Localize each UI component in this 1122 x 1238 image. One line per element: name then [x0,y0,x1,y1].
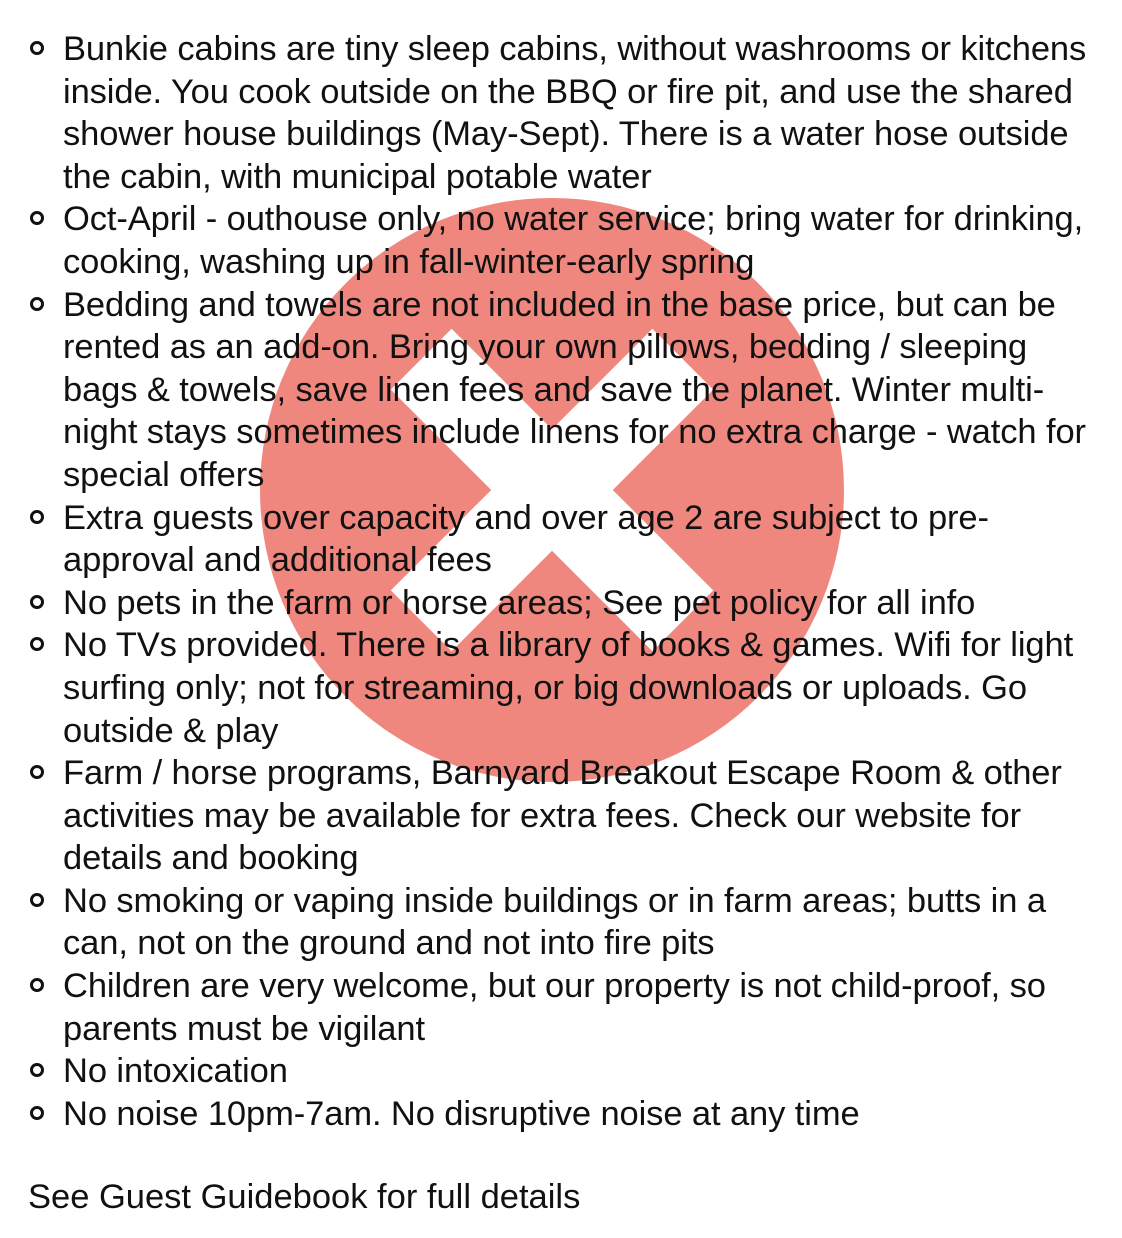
bullet-circle-icon [28,582,63,625]
rule-item [28,752,1092,880]
rule-text: No intoxication [63,1052,288,1091]
rule-text: Bedding and towels are not included in the base price, but can be rented as an add-on. Bring your own pillows, bedding / sleeping bags & towels, save linen fees and save the planet. Winter multi-night stays sometimes include linens for no extra charge - watch for special offers [63,285,1086,494]
bullet-circle-icon [28,284,63,327]
rule-item [28,965,1092,1050]
bullet-circle-icon [28,198,63,241]
rules-list [28,28,1092,1135]
bullet-circle-icon [28,752,63,795]
rule-text: Farm / horse programs, Barnyard Breakout Escape Room & other activities may be available for extra fees. Check our website for details and booking [63,754,1062,878]
bullet-circle-icon [28,624,63,667]
bullet-circle-icon [28,1050,63,1093]
guidebook-footer-note: See Guest Guidebook for full details [28,1178,581,1216]
rule-item [28,198,1092,283]
bullet-circle-icon [28,1093,63,1136]
rule-item [28,1093,1092,1136]
rule-text: Children are very welcome, but our property is not child-proof, so parents must be vigilant [63,967,1046,1048]
rule-text: Bunkie cabins are tiny sleep cabins, without washrooms or kitchens inside. You cook outside on the BBQ or fire pit, and use the shared shower house buildings (May-Sept). There is a water hose outside the cabin, with municipal potable water [63,30,1087,196]
bullet-circle-icon [28,965,63,1008]
rule-item [28,1050,1092,1093]
rule-item [28,28,1092,198]
rule-text: No pets in the farm or horse areas; See pet policy for all info [63,583,976,622]
bullet-circle-icon [28,28,63,71]
rule-item [28,880,1092,965]
rule-item [28,624,1092,752]
rule-text: No smoking or vaping inside buildings or in farm areas; butts in a can, not on the ground and not into fire pits [63,881,1046,963]
rule-text: Extra guests over capacity and over age 2 are subject to pre-approval and additional fees [63,498,989,580]
rule-text: No TVs provided. There is a library of books & games. Wifi for light surfing only; not for streaming, or big downloads or uploads. Go outside & play [63,626,1074,750]
rule-item [28,582,1092,625]
rule-item [28,284,1092,497]
rule-text: Oct-April - outhouse only, no water service; bring water for drinking, cooking, washing up in fall-winter-early spring [63,200,1084,281]
rule-text: No noise 10pm-7am. No disruptive noise at any time [63,1094,860,1133]
bullet-circle-icon [28,880,63,923]
rule-item [28,497,1092,582]
bullet-circle-icon [28,497,63,540]
